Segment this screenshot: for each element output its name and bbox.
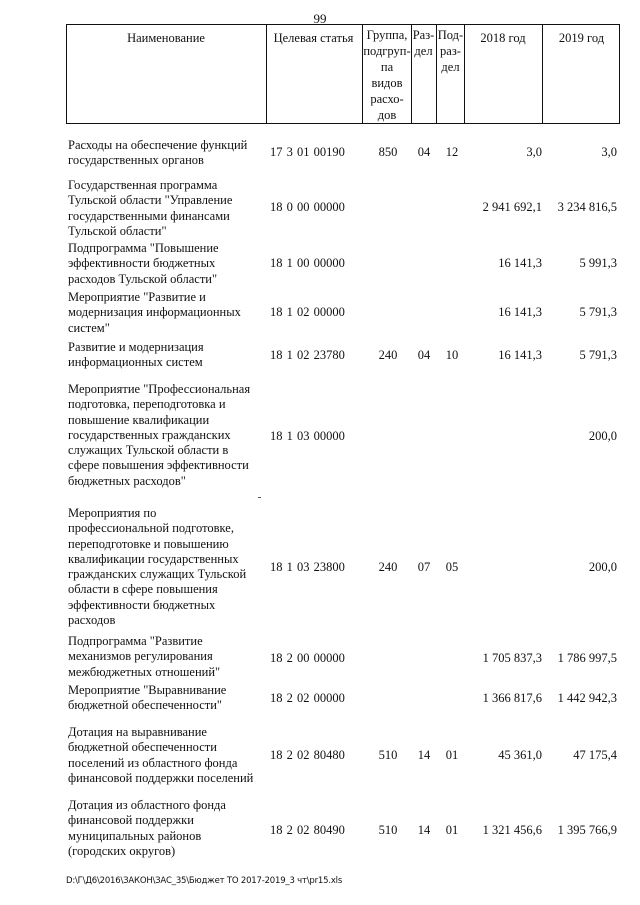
header-name: Наименование <box>127 31 205 45</box>
row-name <box>68 241 268 287</box>
row-value-2019: 1 442 942,3 <box>557 691 617 705</box>
row-name-line: Подпрограмма "Повышение <box>68 241 219 255</box>
row-name-line: Дотация из областного фонда <box>68 798 226 812</box>
row-subsection: 01 <box>445 748 459 762</box>
row-value-2019: 1 395 766,9 <box>557 823 617 837</box>
row-name-line: модернизация информационных <box>68 305 241 320</box>
row-name-line: информационных систем <box>68 355 203 370</box>
row-value-2019: 5 791,3 <box>579 348 617 362</box>
row-name-line: области в сфере повышения <box>68 582 218 597</box>
row-name-line: Тульской области "Управление <box>68 193 233 208</box>
row-name-line: государственными финансами <box>68 208 230 223</box>
row-name-line: государственных органов <box>68 153 204 168</box>
row-name-line: финансовой поддержки поселений <box>68 770 254 785</box>
row-subsection: 10 <box>445 348 459 362</box>
scan-speck <box>258 497 261 498</box>
header-group-line: Группа, <box>366 28 408 42</box>
row-name-line: межбюджетных отношений" <box>68 664 221 679</box>
row-name-line: переподготовке и повышению <box>68 536 229 551</box>
row-value-2019: 200,0 <box>588 429 617 443</box>
row-name <box>68 634 268 680</box>
row-group: 240 <box>378 560 398 574</box>
row-name <box>68 506 268 628</box>
file-path-footer: D:\Г\Д6\2016\ЗАКОН\ЗАС_35\Бюджет ТО 2017-2019_3 чт\pr15.xls <box>66 876 343 886</box>
header-group-line: видов <box>371 76 403 90</box>
row-section: 14 <box>417 748 431 762</box>
header-subsection <box>437 27 464 75</box>
row-name-line: бюджетных расходов" <box>68 473 186 488</box>
row-name-line: Расходы на обеспечение функций <box>68 138 248 152</box>
header-subsection-line: Под- <box>437 28 464 42</box>
row-name-line: служащих Тульской области в <box>68 443 229 458</box>
row-name-line: Мероприятие "Выравнивание <box>68 683 227 697</box>
row-name <box>68 382 268 489</box>
row-name-line: Дотация на выравнивание <box>68 725 207 739</box>
row-value-2019: 5 991,3 <box>579 256 617 270</box>
row-code: 18 2 00 00000 <box>270 651 345 665</box>
row-value-2019: 200,0 <box>588 560 617 574</box>
row-name-line: Подпрограмма "Развитие <box>68 634 203 648</box>
row-subsection: 01 <box>445 823 459 837</box>
row-name-line: сфере повышения эффективности <box>68 458 249 473</box>
row-name <box>68 340 268 371</box>
row-name-line: бюджетной обеспеченности" <box>68 698 223 713</box>
header-section-line: Раз- <box>412 28 435 42</box>
row-name <box>68 683 268 714</box>
row-value-2018: 3,0 <box>526 145 542 159</box>
row-section: 14 <box>417 823 431 837</box>
row-code: 18 1 03 00000 <box>270 429 345 443</box>
row-name <box>68 178 268 239</box>
row-value-2018: 16 141,3 <box>498 348 542 362</box>
page-number: 99 <box>313 11 327 26</box>
row-value-2019: 3,0 <box>601 145 617 159</box>
row-name-line: профессиональной подготовке, <box>68 521 234 536</box>
row-name-line: механизмов регулирования <box>68 649 213 664</box>
row-subsection: 12 <box>445 145 459 159</box>
row-name-line: Мероприятие "Развитие и <box>68 290 206 304</box>
row-section: 04 <box>417 145 431 159</box>
row-code: 18 1 03 23800 <box>270 560 345 574</box>
header-group-line: па <box>380 60 394 74</box>
row-code: 18 1 02 23780 <box>270 348 345 362</box>
header-section-line: дел <box>414 44 433 58</box>
row-code: 18 0 00 00000 <box>270 200 345 214</box>
row-name-line: расходов Тульской области" <box>68 271 218 286</box>
row-code: 18 2 02 80480 <box>270 748 345 762</box>
row-value-2018: 1 321 456,6 <box>482 823 542 837</box>
row-name-line: муниципальных районов <box>68 828 202 843</box>
row-name <box>68 290 268 336</box>
row-name-line: (городских округов) <box>68 843 176 858</box>
row-subsection: 05 <box>445 560 459 574</box>
row-group: 240 <box>378 348 398 362</box>
row-value-2018: 1 366 817,6 <box>482 691 542 705</box>
row-group: 510 <box>378 748 398 762</box>
row-name-line: расходов <box>68 613 116 628</box>
row-value-2018: 16 141,3 <box>498 305 542 319</box>
row-name-line: бюджетной обеспеченности <box>68 740 217 755</box>
row-code: 18 2 02 00000 <box>270 691 345 705</box>
row-value-2019: 3 234 816,5 <box>557 200 617 214</box>
row-name-line: подготовка, переподготовка и <box>68 397 226 412</box>
header-group-line: дов <box>377 108 397 122</box>
row-group: 850 <box>378 145 398 159</box>
row-name-line: Государственная программа <box>68 178 218 192</box>
row-value-2019: 47 175,4 <box>573 748 617 762</box>
row-code: 18 2 02 80490 <box>270 823 345 837</box>
row-value-2019: 1 786 997,5 <box>557 651 617 665</box>
row-value-2019: 5 791,3 <box>579 305 617 319</box>
row-name-line: государственных гражданских <box>68 427 231 442</box>
row-name-line: финансовой поддержки <box>68 813 194 828</box>
row-code: 17 3 01 00190 <box>270 145 345 159</box>
header-group <box>363 27 411 123</box>
row-name-line: поселений из областного фонда <box>68 755 238 770</box>
row-code: 18 1 02 00000 <box>270 305 345 319</box>
row-section: 04 <box>417 348 431 362</box>
header-section <box>412 27 435 59</box>
row-value-2018: 2 941 692,1 <box>482 200 542 214</box>
row-value-2018: 45 361,0 <box>498 748 542 762</box>
row-section: 07 <box>417 560 431 574</box>
row-name-line: эффективности бюджетных <box>68 256 216 271</box>
row-name <box>68 138 268 169</box>
row-value-2018: 16 141,3 <box>498 256 542 270</box>
row-name-line: квалификации государственных <box>68 551 239 566</box>
row-name <box>68 725 268 786</box>
row-name-line: Мероприятия по <box>68 506 157 520</box>
table-header <box>66 24 620 124</box>
header-year-2019: 2019 год <box>558 31 605 45</box>
row-code: 18 1 00 00000 <box>270 256 345 270</box>
header-subsection-line: раз- <box>440 44 461 58</box>
row-name <box>68 798 268 859</box>
header-group-line: подгруп- <box>363 44 411 58</box>
row-name-line: Тульской области" <box>68 223 167 238</box>
header-year-2018: 2018 год <box>480 31 526 45</box>
row-name-line: Развитие и модернизация <box>68 340 204 354</box>
row-name-line: гражданских служащих Тульской <box>68 567 247 582</box>
row-name-line: систем" <box>68 320 110 335</box>
header-group-line: расхо- <box>370 92 404 106</box>
row-name-line: эффективности бюджетных <box>68 597 216 612</box>
header-code: Целевая статья <box>273 31 354 45</box>
header-subsection-line: дел <box>441 60 460 74</box>
row-group: 510 <box>378 823 398 837</box>
row-value-2018: 1 705 837,3 <box>482 651 542 665</box>
row-name-line: Мероприятие "Профессиональная <box>68 382 251 396</box>
row-name-line: повышение квалификации <box>68 412 210 427</box>
